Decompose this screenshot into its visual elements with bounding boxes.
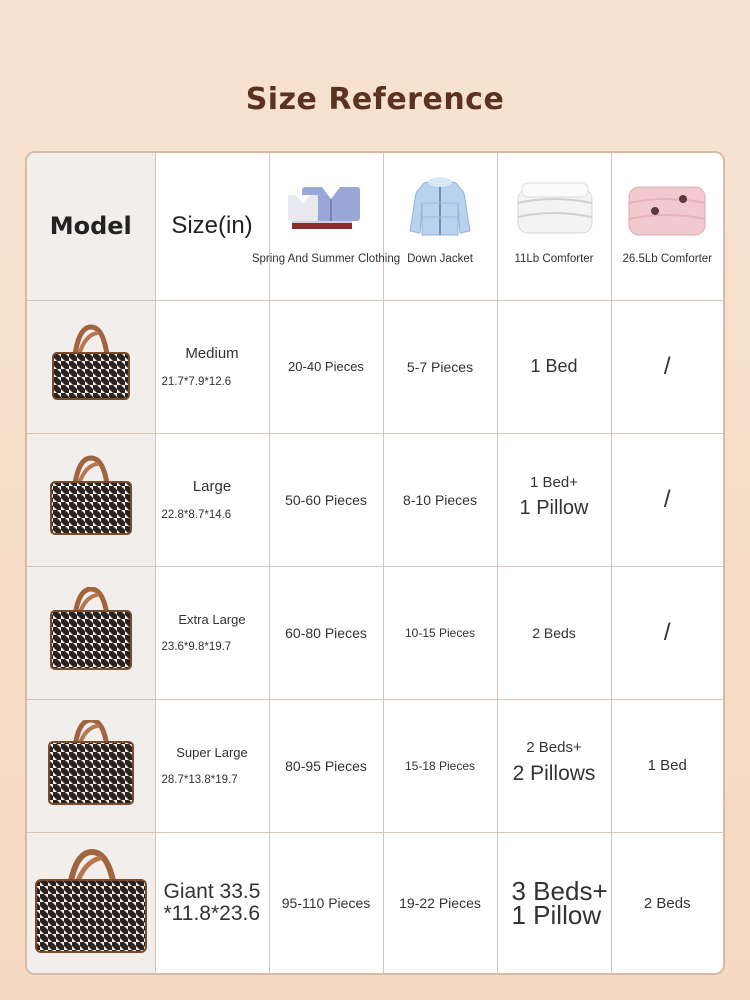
comforter-11-capacity [497,566,611,699]
size-dimensions: 22.8*8.7*14.6 [161,509,232,521]
pink-comforter-icon [625,173,709,243]
table-row [27,832,723,974]
header-row [27,153,723,300]
size-dimensions: 23.6*9.8*19.7 [161,641,232,653]
down-jacket-icon [398,173,482,243]
comforter-26-capacity: / [611,566,723,699]
clothing-header [251,153,401,300]
capacity-line-1: 2 Beds+ [526,739,582,757]
clothing-label: Spring And Summer Clothing [251,253,401,265]
size-header: Size(in) [155,153,269,300]
comforter-11-capacity [497,433,611,566]
comforter-26-label: 26.5Lb Comforter [622,253,712,265]
jacket-capacity: 10-15 Pieces [383,566,497,699]
capacity-line-1: 2 Beds [532,624,576,641]
jacket-header [383,153,497,300]
bag-image [27,300,155,433]
page-title: Size Reference [245,82,505,117]
capacity-line-1: 1 Bed [530,356,578,377]
comforter-26-capacity: 1 Bed [611,699,723,832]
jacket-capacity: 8-10 Pieces [383,433,497,566]
size-table [25,151,725,975]
bag-image [27,566,155,699]
model-header: Model [27,153,155,300]
comforter-11-capacity [497,699,611,832]
capacity-line-2: 1 Pillow [519,497,589,519]
table-row [27,699,723,832]
table-row [27,300,723,433]
comforter-11-label: 11Lb Comforter [514,253,594,265]
bag-image [27,699,155,832]
size-cell [155,566,269,699]
table-row [27,433,723,566]
jacket-capacity: 19-22 Pieces [383,832,497,974]
jacket-capacity: 5-7 Pieces [383,300,497,433]
folded-shirts-icon [284,173,368,243]
size-name: Giant 33.5*11.8*23.6 [155,832,269,974]
houndstooth-bag-icon [32,846,150,956]
comforter-11-header [497,153,611,300]
houndstooth-bag-icon [45,720,137,806]
comforter-26-capacity: 2 Beds [643,894,691,912]
comforter-26-header [611,153,723,300]
comforter-11-capacity [497,300,611,433]
jacket-label: Down Jacket [407,253,473,265]
size-cell [155,300,269,433]
clothing-capacity: 60-80 Pieces [269,566,383,699]
jacket-capacity: 15-18 Pieces [383,699,497,832]
bag-image [27,832,155,974]
size-dimensions: 21.7*7.9*12.6 [161,376,232,388]
comforter-11-capacity: 3 Beds+ 1 Pillow [497,832,611,974]
table-row [27,566,723,699]
size-dimensions: 28.7*13.8*19.7 [161,774,238,786]
size-cell [155,433,269,566]
houndstooth-bag-icon [45,321,137,407]
comforter-26-capacity: / [611,300,723,433]
size-name: Large [192,478,232,495]
size-cell [155,699,269,832]
clothing-capacity: 50-60 Pieces [269,433,383,566]
clothing-capacity: 95-110 Pieces [269,832,383,974]
size-name: Super Large [176,745,248,760]
size-name: Medium [185,345,239,362]
clothing-capacity: 80-95 Pieces [269,699,383,832]
size-name: Extra Large [178,612,246,627]
white-comforter-icon [512,173,596,243]
bag-image [27,433,155,566]
comforter-26-capacity: / [611,433,723,566]
houndstooth-bag-icon [45,454,137,540]
clothing-capacity: 20-40 Pieces [269,300,383,433]
houndstooth-bag-icon [45,587,137,673]
capacity-line-2: 2 Pillows [512,762,596,786]
capacity-line-1: 1 Bed+ [530,474,578,491]
